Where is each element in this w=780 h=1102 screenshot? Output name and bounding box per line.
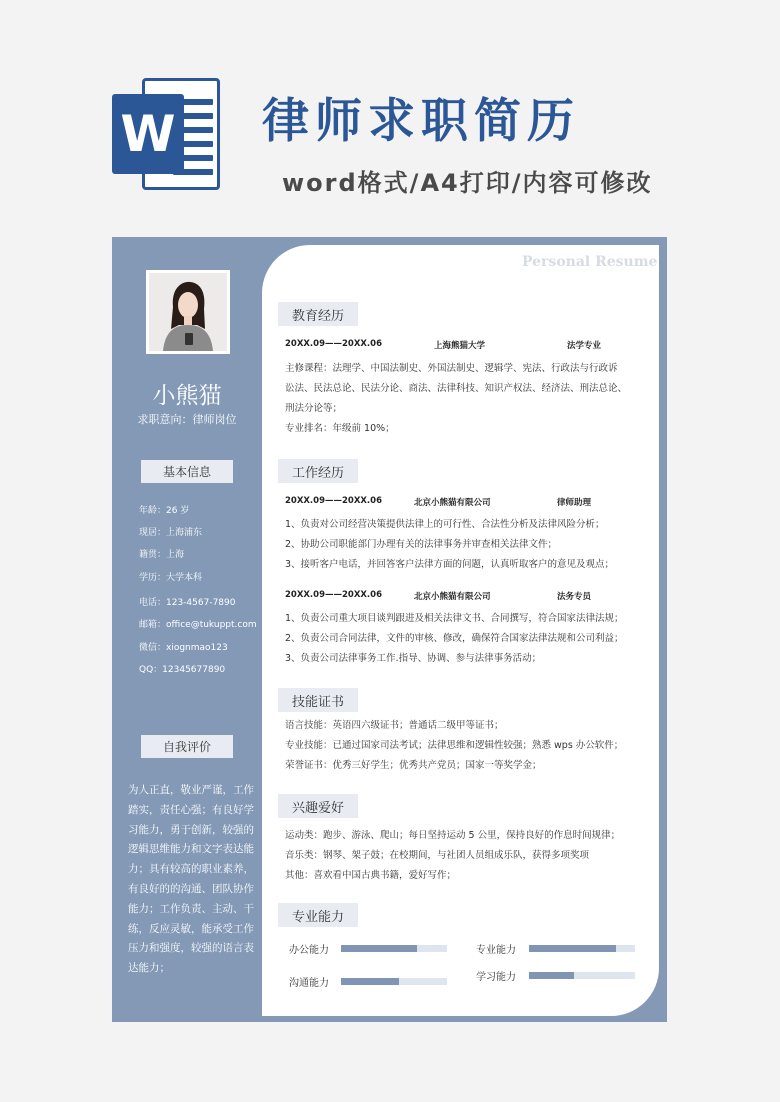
resume-card — [112, 237, 667, 1022]
job2-duties — [285, 609, 655, 669]
edu-line: 主修课程：法理学、中国法制史、外国法制史、逻辑学、宪法、行政法与行政诉 — [285, 363, 618, 374]
job1-role: 律师助理 — [557, 498, 592, 508]
info-age: 年龄：26 岁 — [139, 506, 190, 516]
page-subtitle: word格式/A4打印/内容可修改 — [282, 169, 653, 197]
edu-line: 讼法、民法总论、民法分论、商法、法律科技、知识产权法、经济法、刑法总论、 — [285, 383, 628, 394]
ability-label-communication: 沟通能力 — [289, 978, 329, 989]
duty-line: 1、负责公司重大项目谈判跟进及相关法律文书、合同撰写，符合国家法律法规； — [285, 613, 624, 624]
ability-bar-fill — [341, 945, 417, 952]
edu-line: 专业排名：年级前 10%； — [285, 423, 395, 434]
hobbies-heading: 兴趣爱好 — [278, 794, 358, 818]
basic-info-heading: 基本信息 — [141, 460, 233, 483]
edu-details — [285, 359, 655, 439]
info-hometown: 籍贯：上海 — [139, 550, 185, 560]
info-qq: QQ：12345677890 — [139, 665, 226, 675]
ability-bar-fill — [529, 945, 616, 952]
education-heading: 教育经历 — [278, 302, 358, 326]
hobby-line: 其他：喜欢看中国古典书籍，爱好写作； — [285, 870, 457, 881]
skill-line: 专业技能：已通过国家司法考试；法律思维和逻辑性较强；熟悉 wps 办公软件； — [285, 740, 624, 751]
work-heading: 工作经历 — [278, 459, 358, 483]
word-icon — [112, 78, 220, 190]
hobby-line: 音乐类：钢琴、架子鼓；在校期间，与社团人员组成乐队，获得多项奖项 — [285, 850, 590, 861]
self-eval-heading: 自我评价 — [141, 735, 233, 758]
info-residence: 现居：上海浦东 — [139, 528, 203, 538]
skill-line: 语言技能：英语四六级证书；普通话二级甲等证书； — [285, 720, 504, 731]
avatar — [146, 270, 230, 354]
info-education: 学历：大学本科 — [139, 573, 203, 583]
skills-details — [285, 716, 655, 776]
info-email: 邮箱：office@tukuppt.com — [139, 620, 257, 630]
job2-role: 法务专员 — [557, 592, 592, 602]
job1-company: 北京小熊猫有限公司 — [414, 498, 491, 508]
skill-line: 荣誉证书：优秀三好学生；优秀共产党员；国家一等奖学金； — [285, 760, 542, 771]
info-phone: 电话：123-4567-7890 — [139, 598, 236, 608]
duty-line: 3、负责公司法律事务工作.指导、协调、参与法律事务活动； — [285, 653, 542, 664]
skills-heading: 技能证书 — [278, 688, 358, 712]
abilities-heading: 专业能力 — [278, 903, 358, 927]
job1-duties — [285, 515, 655, 575]
ability-label-learning: 学习能力 — [476, 972, 516, 983]
edu-line: 刑法分论等； — [285, 403, 343, 414]
portrait-icon — [149, 273, 227, 351]
word-logo-letter: W — [112, 94, 184, 174]
hobby-line: 运动类：跑步、游泳、爬山；每日坚持运动 5 公里，保持良好的作息时间规律； — [285, 830, 621, 841]
duty-line: 2、负责公司合同法律，文件的审核、修改，确保符合国家法律法规和公司利益； — [285, 633, 624, 644]
duty-line: 2、协助公司职能部门办理有关的法律事务并审查相关法律文件； — [285, 539, 558, 550]
ability-label-office: 办公能力 — [289, 945, 329, 956]
job1-period: 20XX.09——20XX.06 — [285, 496, 382, 506]
job2-company: 北京小熊猫有限公司 — [414, 592, 491, 602]
self-eval-text: 为人正直，敬业严谨，工作踏实，责任心强；有良好学习能力，勇于创新，较强的逻辑思维能力和文字表达能力；具有较高的职业素养，有良好的的沟通、团队协作能力；工作负责、主动、干练，反应灵敏，能承受工作压力和强度，较强的语言表达能力； — [128, 784, 254, 975]
job-intent: 求职意向：律师岗位 — [137, 413, 237, 426]
edu-major: 法学专业 — [567, 341, 602, 351]
ability-bar-fill — [529, 972, 574, 979]
edu-period: 20XX.09——20XX.06 — [285, 339, 382, 349]
ability-bar-fill — [341, 978, 399, 985]
candidate-name: 小熊猫 — [152, 383, 222, 409]
duty-line: 3、接听客户电话，并回答客户法律方面的问题，认真听取客户的意见及观点； — [285, 559, 615, 570]
job2-period: 20XX.09——20XX.06 — [285, 590, 382, 600]
edu-school: 上海熊猫大学 — [434, 341, 486, 351]
ability-bar-professional — [529, 945, 635, 952]
hobbies-details — [285, 826, 655, 886]
duty-line: 1、负责对公司经营决策提供法律上的可行性、合法性分析及法律风险分析； — [285, 519, 605, 530]
ability-label-professional: 专业能力 — [476, 945, 516, 956]
page-title: 律师求职简历 — [262, 94, 580, 149]
english-title: Personal Resume — [522, 254, 658, 270]
info-wechat: 微信：xiognmao123 — [139, 643, 228, 653]
ability-bar-communication — [341, 978, 447, 985]
ability-bar-office — [341, 945, 447, 952]
ability-bar-learning — [529, 972, 635, 979]
